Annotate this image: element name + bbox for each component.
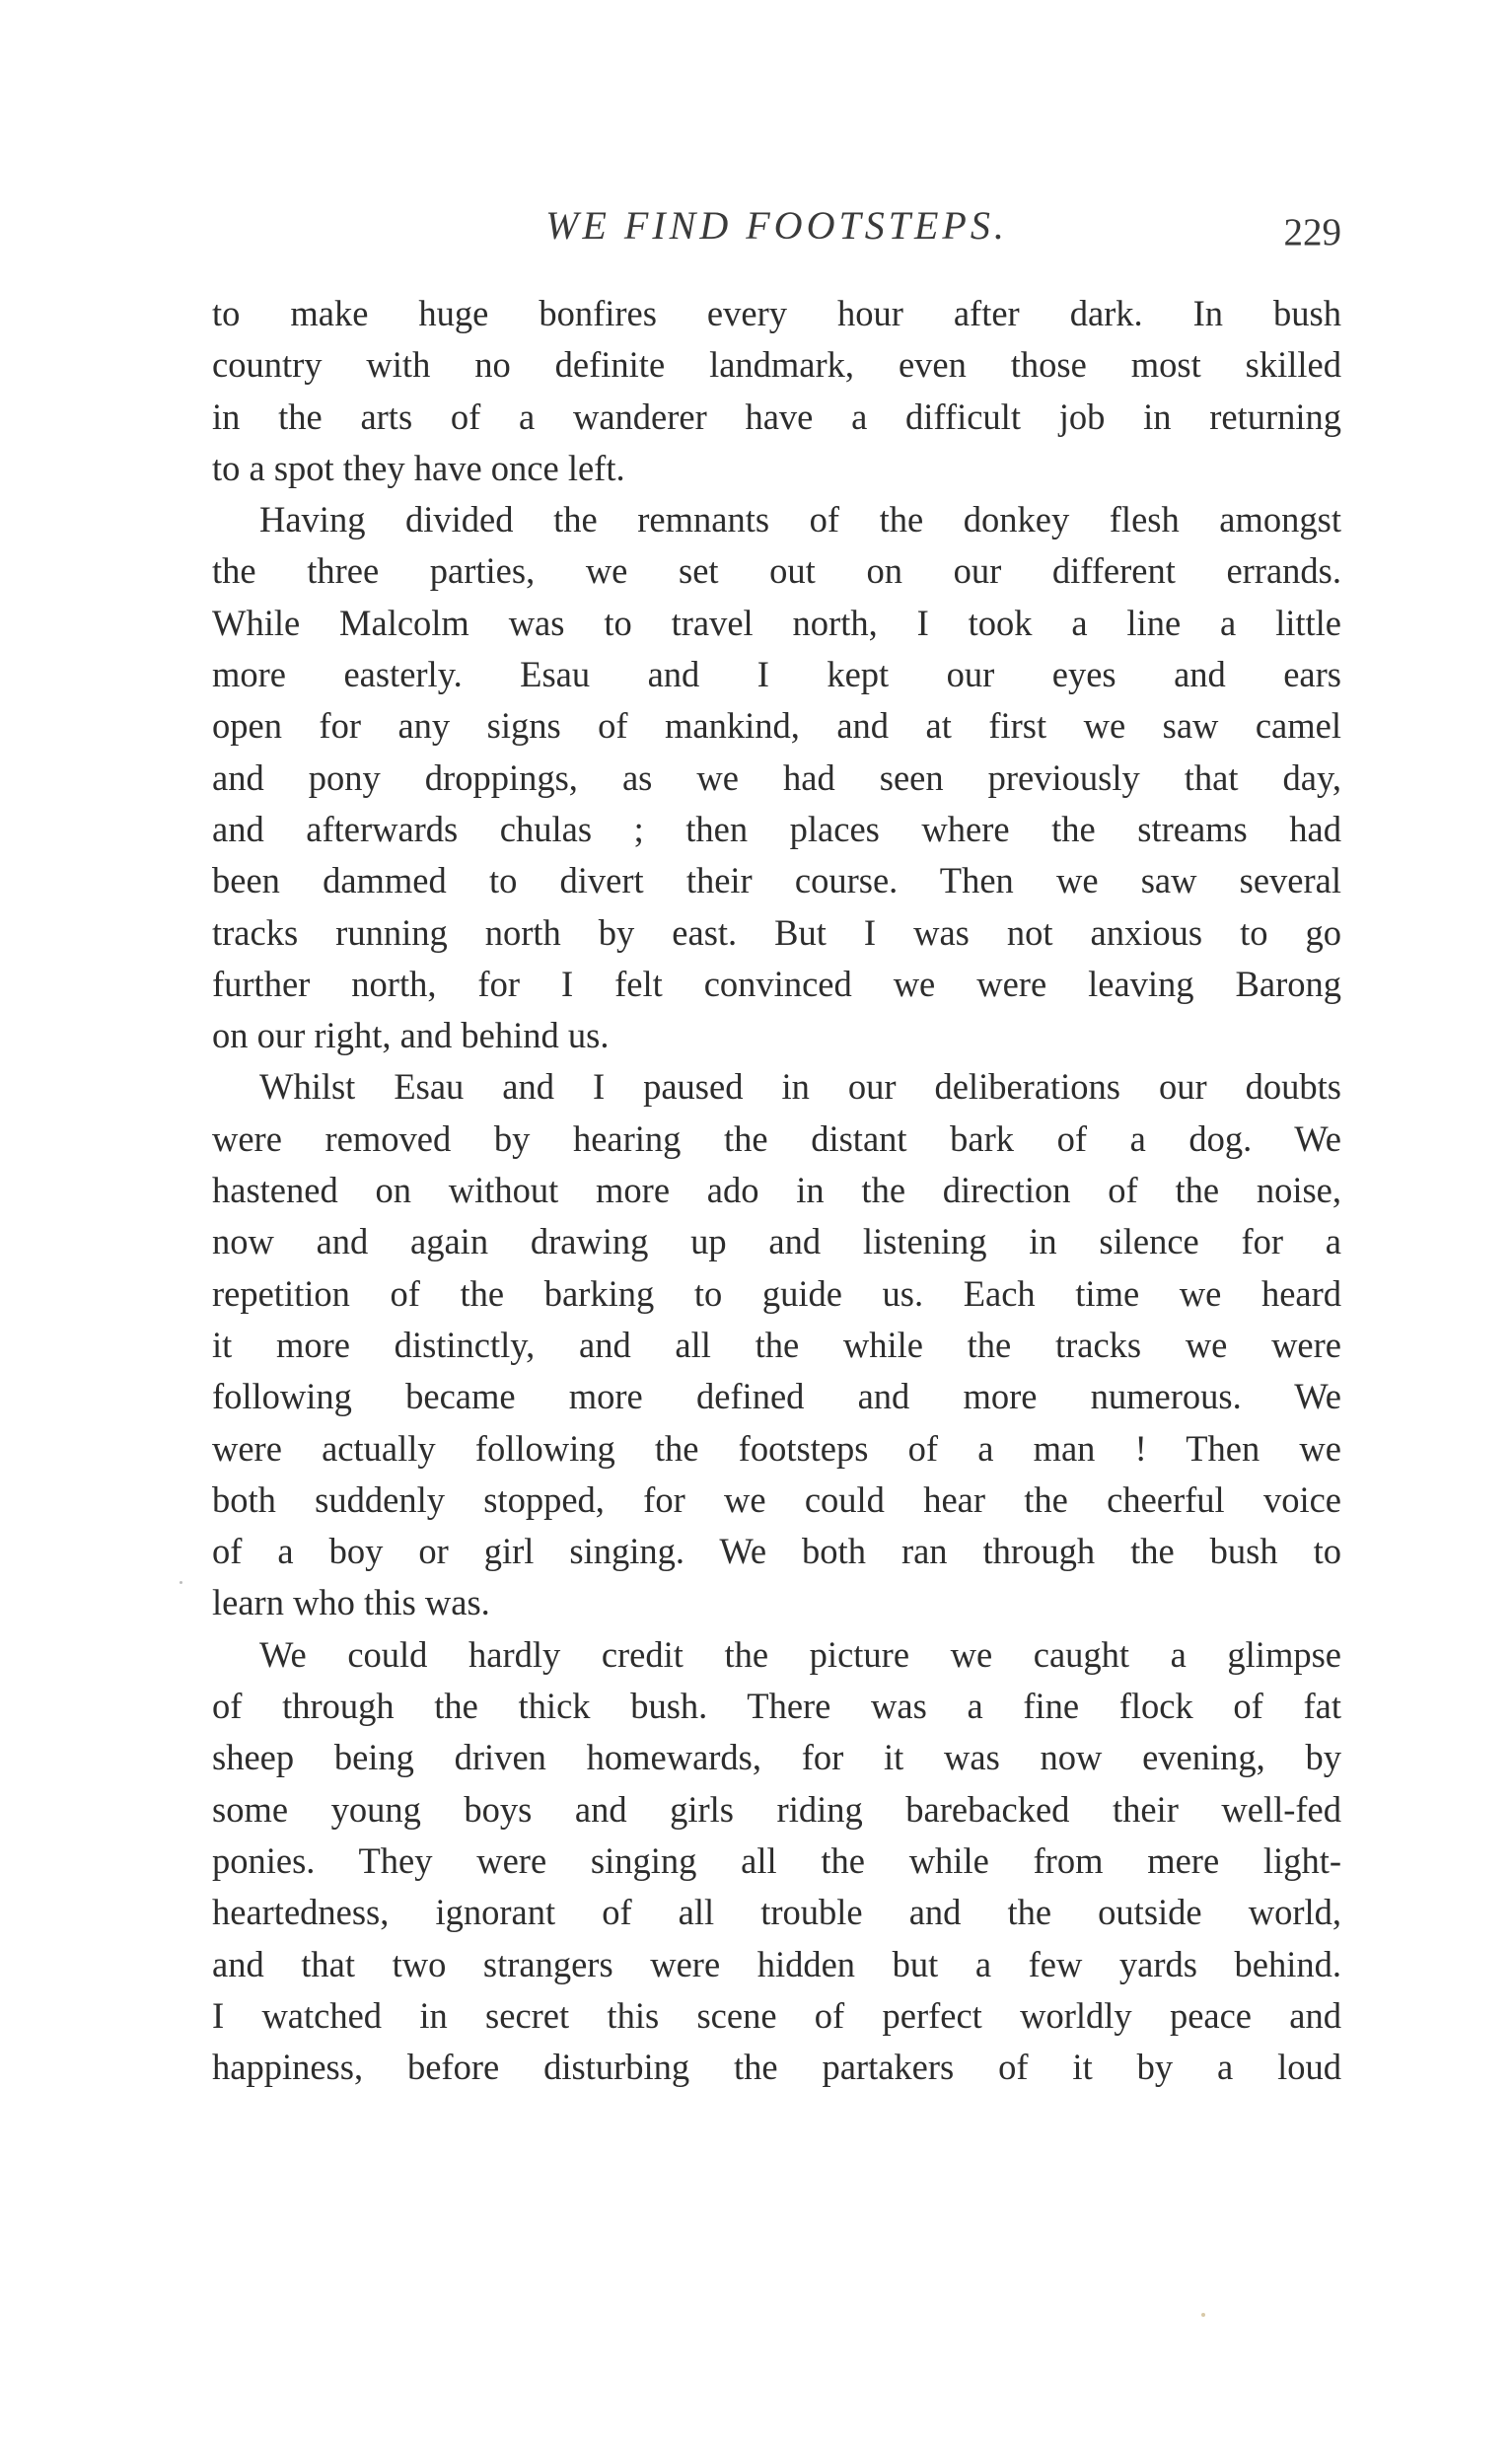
text-line: more easterly. Esau and I kept our eyes and ears bbox=[212, 654, 1341, 695]
text-line: on our right, and behind us. bbox=[212, 1015, 610, 1056]
text-line: tracks running north by east. But I was not anxious to go bbox=[212, 911, 1341, 953]
text-line: of a boy or girl singing. We both ran through the bush to bbox=[212, 1531, 1341, 1572]
text-line: now and again drawing up and listening in silence for a bbox=[212, 1221, 1341, 1262]
text-line: and that two strangers were hidden but a few yards behind. bbox=[212, 1943, 1341, 1984]
text-line: While Malcolm was to travel north, I took a line a little bbox=[212, 602, 1341, 643]
text-line: heartedness, ignorant of all trouble and the outside world, bbox=[212, 1892, 1341, 1933]
text-line: hastened on without more ado in the direction of the noise, bbox=[212, 1170, 1341, 1211]
text-line: following became more defined and more numerous. We bbox=[212, 1376, 1341, 1417]
text-line: country with no definite landmark, even those most skilled bbox=[212, 344, 1341, 386]
text-line: been dammed to divert their course. Then we saw several bbox=[212, 860, 1341, 901]
text-line: the three parties, we set out on our different errands. bbox=[212, 550, 1341, 592]
text-line: were removed by hearing the distant bark of a dog. We bbox=[212, 1117, 1341, 1159]
text-line: to make huge bonfires every hour after dark. In bush bbox=[212, 293, 1341, 333]
text-line: We could hardly credit the picture we caught a glimpse bbox=[259, 1633, 1341, 1675]
text-line: Having divided the remnants of the donkey flesh amongst bbox=[259, 499, 1341, 540]
text-line: further north, for I felt convinced we were leaving Barong bbox=[212, 963, 1341, 1004]
text-line: it more distinctly, and all the while the tracks we were bbox=[212, 1324, 1341, 1365]
text-line: learn who this was. bbox=[212, 1582, 490, 1623]
page-number: 229 bbox=[1283, 211, 1341, 253]
text-line: I watched in secret this scene of perfect worldly peace and bbox=[212, 1994, 1341, 2036]
text-line: repetition of the barking to guide us. Each time we heard bbox=[212, 1272, 1341, 1314]
paper-speck bbox=[1201, 2313, 1205, 2317]
text-line: happiness, before disturbing the partakers of it by a loud bbox=[212, 2047, 1341, 2088]
running-title: WE FIND FOOTSTEPS. bbox=[545, 203, 1008, 248]
text-line: and pony droppings, as we had seen previously that day, bbox=[212, 756, 1341, 798]
text-line: and afterwards chulas ; then places where the streams had bbox=[212, 808, 1341, 849]
text-line: to a spot they have once left. bbox=[212, 447, 625, 488]
text-line: of through the thick bush. There was a fine flock of fat bbox=[212, 1686, 1341, 1727]
body-text bbox=[212, 288, 1341, 2093]
running-head bbox=[212, 202, 1341, 261]
text-line: some young boys and girls riding barebacked their well-fed bbox=[212, 1788, 1341, 1830]
text-line: were actually following the footsteps of a man ! Then we bbox=[212, 1427, 1341, 1469]
text-line: sheep being driven homewards, for it was now evening, by bbox=[212, 1737, 1341, 1778]
text-line: open for any signs of mankind, and at first we saw camel bbox=[212, 705, 1341, 747]
text-line: both suddenly stopped, for we could hear the cheerful voice bbox=[212, 1478, 1341, 1520]
text-line: Whilst Esau and I paused in our deliberations our doubts bbox=[259, 1066, 1341, 1108]
text-line: in the arts of a wanderer have a difficult job in returning bbox=[212, 396, 1341, 437]
text-line: ponies. They were singing all the while from mere light- bbox=[212, 1839, 1341, 1881]
paper-speck bbox=[180, 1581, 182, 1584]
